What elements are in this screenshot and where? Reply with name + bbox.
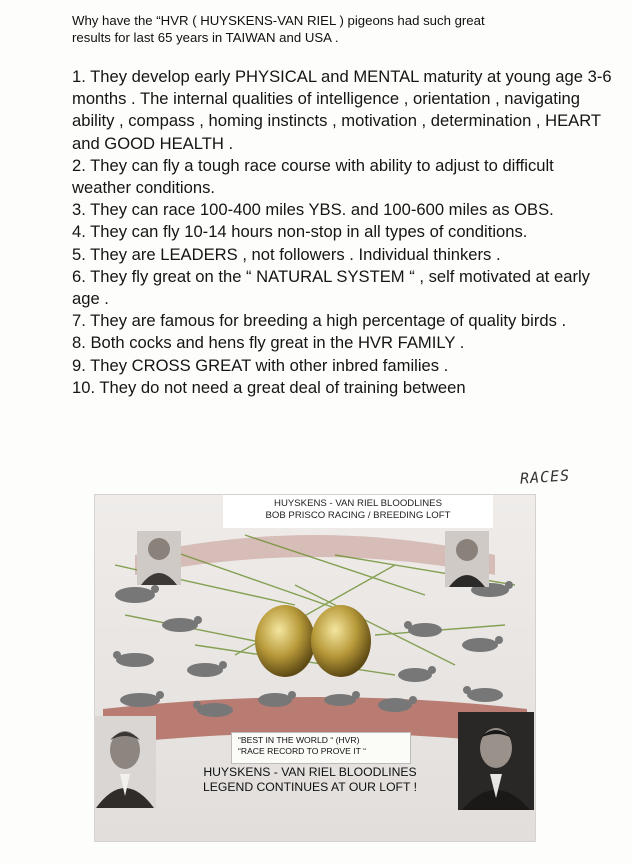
header-line-2: results for last 65 years in TAIWAN and USA . [72,30,339,45]
collage-title-line-1: HUYSKENS - VAN RIEL BLOODLINES [274,498,442,509]
list-item: 2. They can fly a tough race course with ability to adjust to difficult weather conditions. [72,155,554,198]
portrait-small-left [137,531,181,585]
portrait-bottom-left [94,716,156,808]
list-item: 4. They can fly 10-14 hours non-stop in all types of conditions. [72,222,528,242]
egg-left [255,605,315,677]
header-line-1: Why have the “HVR ( HUYSKENS-VAN RIEL ) pigeons had such great [72,13,485,28]
handwritten-note: RACES [519,466,571,488]
legend-line-1: HUYSKENS - VAN RIEL BLOODLINES [203,765,417,779]
list-item: 1. They develop early PHYSICAL and MENTAL maturity at young age 3-6 months . The internal qualities of intelligence , orientation , navigating ability , compass , homing instincts , motivation , determination , HEART and GOOD HEALTH . [72,67,612,153]
quote-line-1: “BEST IN THE WORLD “ (HVR) [238,735,360,745]
list-item: 10. They do not need a great deal of training between [72,377,466,397]
list-item: 8. Both cocks and hens fly great in the HVR FAMILY . [72,333,465,353]
list-item: 7. They are famous for breeding a high percentage of quality birds . [72,311,567,331]
collage-title-line-2: BOB PRISCO RACING / BREEDING LOFT [265,510,451,521]
quote-box [231,732,411,764]
page-header [72,12,572,46]
quote-line-2: “RACE RECORD TO PROVE IT “ [238,746,366,756]
reasons-list [72,66,612,399]
list-item: 3. They can race 100-400 miles YBS. and 100-600 miles as OBS. [72,200,554,220]
portrait-small-right [445,531,489,587]
legend-caption [175,765,445,803]
list-item: 5. They are LEADERS , not followers . Individual thinkers . [72,244,501,264]
list-item: 9. They CROSS GREAT with other inbred families . [72,355,449,375]
egg-right [311,605,371,677]
list-item: 6. They fly great on the “ NATURAL SYSTEM “ , self motivated at early age . [72,266,590,309]
portrait-bottom-right [458,712,534,810]
legend-line-2: LEGEND CONTINUES AT OUR LOFT ! [203,780,417,794]
collage-title [223,495,493,528]
